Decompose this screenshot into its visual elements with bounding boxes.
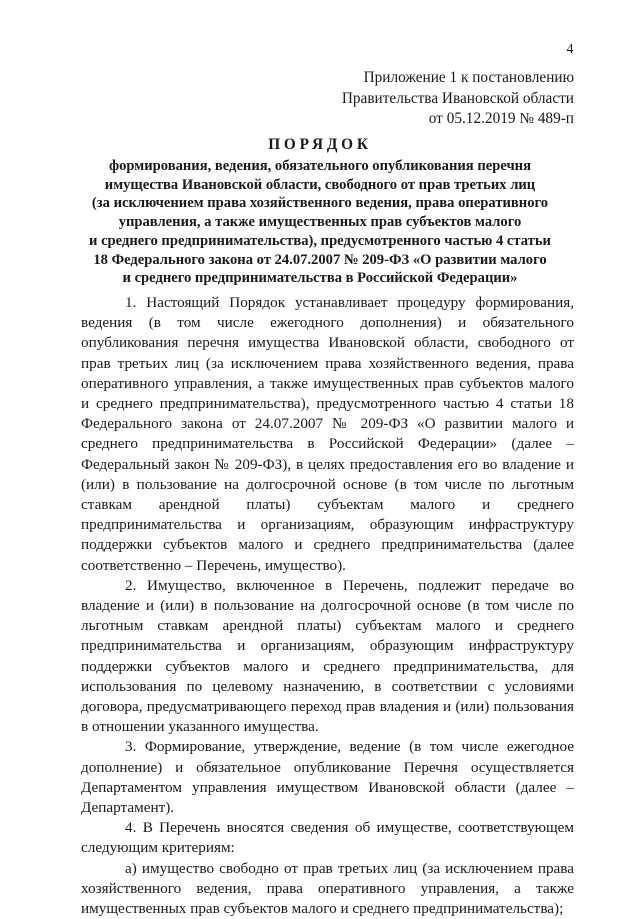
paragraph-1: 1. Настоящий Порядок устанавливает процедуру формирования, ведения (в том числе ежегодного дополнения) и обязательного опубликования перечня имущества Ивановской области, свободного от прав третьих лиц (за исключением права хозяйственного ведения, права оперативного управления, а также имущественных прав субъектов малого и среднего предпринимательства), предусмотренного частью 4 статьи 18 Федерального закона от 24.07.2007 № 209-ФЗ «О развитии малого и среднего предпринимательства в Российской Федерации» (далее – Федеральный закон № 209-ФЗ), в целях предоставления его во владение и (или) в пользование на долгосрочной основе (в том числе по льготным ставкам арендной платы) субъектам малого и среднего предпринимательства и организациям, образующим инфраструктуру поддержки субъектов малого и среднего предпринимательства (далее соответственно – Перечень, имущество). [81,294,574,574]
subtitle-line: 18 Федерального закона от 24.07.2007 № 209-ФЗ «О развитии малого [93,251,547,268]
subtitle-line: имущества Ивановской области, свободного от прав третьих лиц [104,176,536,193]
appendix-note [342,68,574,130]
appendix-line-3: от 05.12.2019 № 489-п [428,110,574,127]
document-body [81,293,574,919]
subtitle-line: и среднего предпринимательства), предусмотренного частью 4 статьи [89,232,551,249]
subtitle-line: и среднего предпринимательства в Российской Федерации» [122,270,518,287]
page-number: 4 [566,42,574,57]
subtitle-line: формирования, ведения, обязательного опубликования перечня [109,158,531,174]
document-title: ПОРЯДОК [268,136,372,153]
appendix-line-2: Правительства Ивановской области [341,89,574,107]
paragraph-4: 4. В Перечень вносятся сведения об имуществе, соответствующем следующим критериям: [81,819,574,857]
subtitle-line: (за исключением права хозяйственного ведения, права оперативного [91,195,549,212]
paragraph-3: 3. Формирование, утверждение, ведение (в том числе ежегодное дополнение) и обязательное опубликование Перечня осуществляется Департаментом управления имуществом Ивановской области (далее – Департамент). [81,738,574,817]
paragraph-4a: а) имущество свободно от прав третьих лиц (за исключением права хозяйственного ведения, права оперативного управления, а также имущественных прав субъектов малого и среднего предпринимательства); [81,859,574,918]
paragraph-2: 2. Имущество, включенное в Перечень, подлежит передаче во владение и (или) в пользование на долгосрочной основе (в том числе по льготным ставкам арендной платы) субъектам малого и среднего предпринимательства и организациям, образующим инфраструктуру поддержки субъектов малого и среднего предпринимательства, для использования по целевому назначению, в соответствии с условиями договора, предусматривающего переход прав владения и (или) пользования в отношении указанного имущества. [81,576,574,736]
document-subtitle [70,157,570,288]
subtitle-line: управления, а также имущественных прав субъектов малого [118,214,522,231]
appendix-line-1: Приложение 1 к постановлению [363,69,574,86]
